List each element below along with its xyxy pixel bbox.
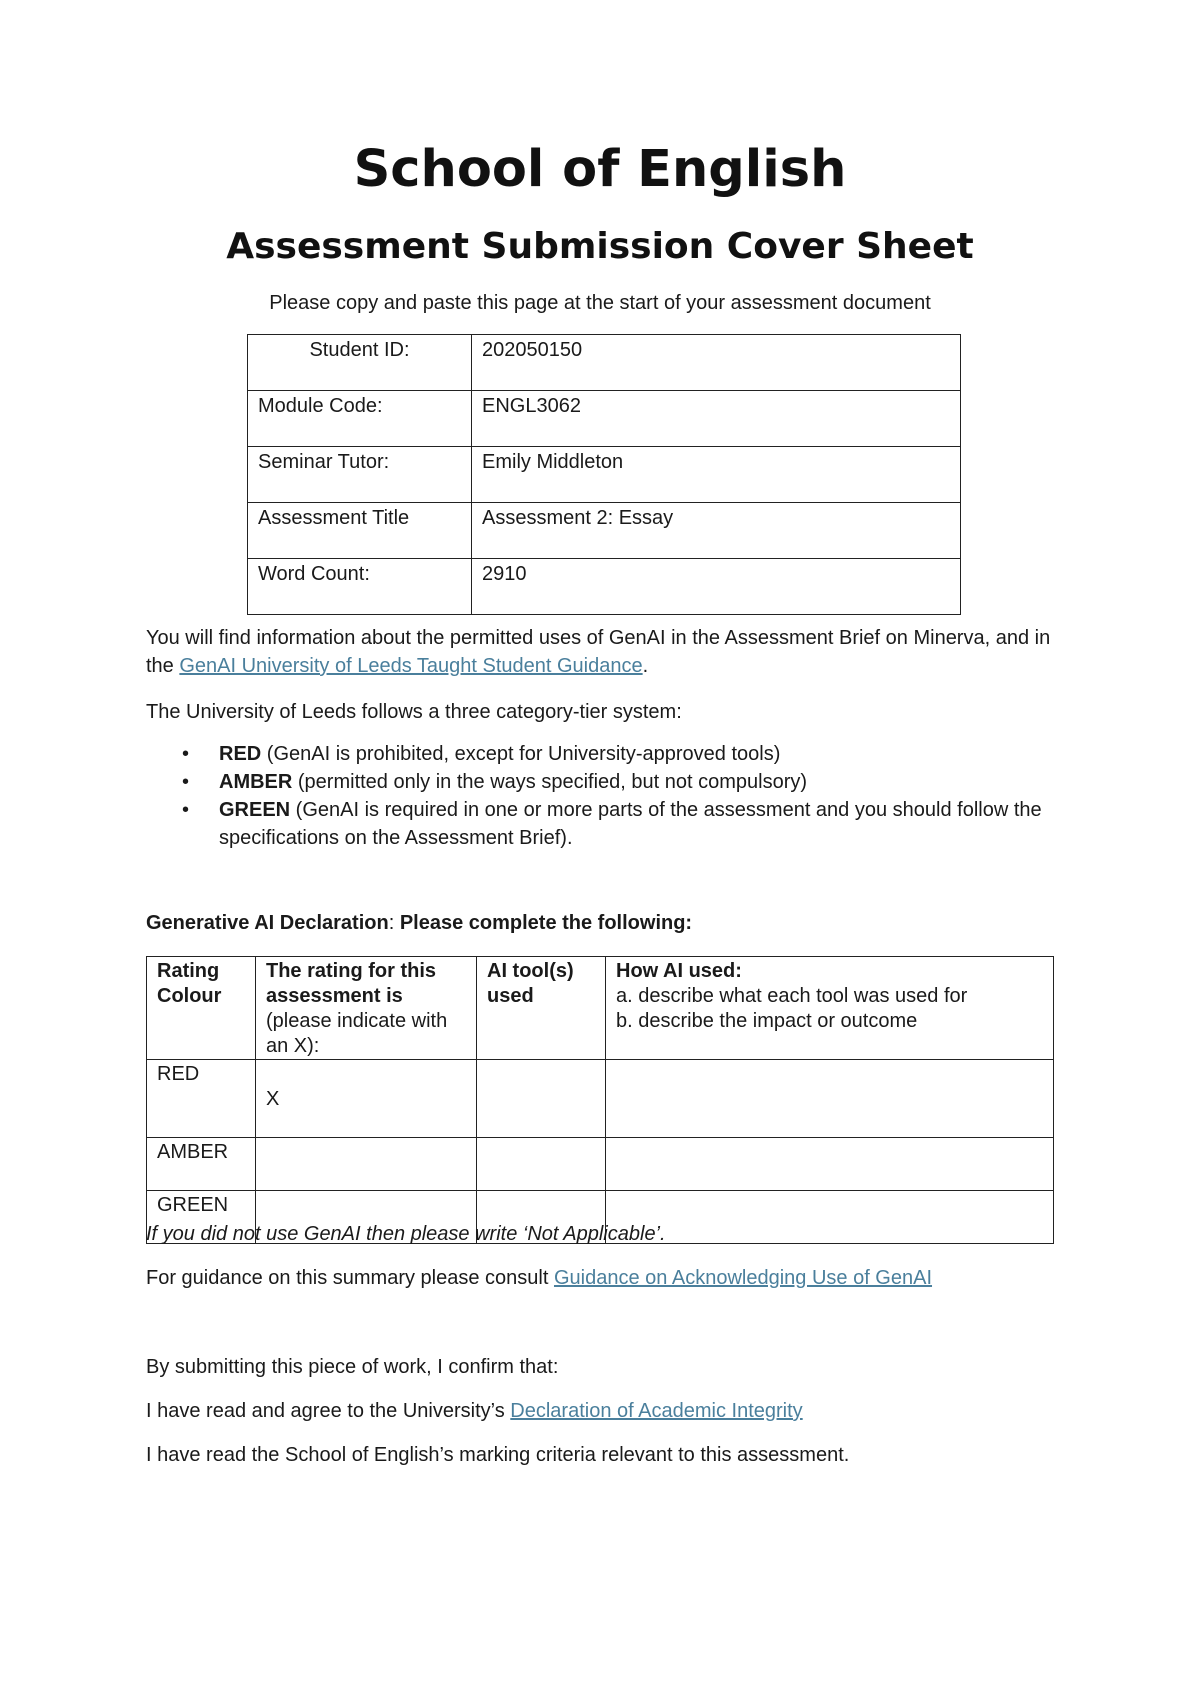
tier-name: RED (219, 743, 262, 765)
not-applicable-note: If you did not use GenAI then please write ‘Not Applicable’. (146, 1223, 666, 1245)
col-rating (256, 957, 477, 1060)
rating-colour-cell: AMBER (147, 1138, 256, 1191)
rating-mark-cell[interactable] (256, 1138, 477, 1191)
student-info-table (247, 334, 961, 615)
word-count-value: 2910 (472, 559, 961, 615)
list-item (146, 796, 1066, 852)
table-row (147, 1060, 1054, 1138)
module-code-label: Module Code: (248, 391, 472, 447)
list-item (146, 768, 1066, 796)
declaration-heading-colon: : (388, 912, 400, 934)
page-subtitle: Assessment Submission Cover Sheet (226, 226, 974, 267)
guidance-paragraph (146, 1264, 1066, 1292)
student-id-value: 202050150 (472, 335, 961, 391)
tier-desc: (GenAI is prohibited, except for University-approved tools) (261, 743, 781, 765)
genai-guidance-link[interactable]: GenAI University of Leeds Taught Student Guidance (179, 655, 643, 677)
tier-desc: (permitted only in the ways specified, but not compulsory) (292, 771, 808, 793)
genai-info-text: You will find information about the permitted uses of GenAI in the Assessment Brief on Minerva, and in the (146, 627, 1051, 677)
page-title: School of English (353, 140, 847, 199)
acknowledging-genai-link[interactable]: Guidance on Acknowledging Use of GenAI (553, 1267, 933, 1289)
table-row (248, 503, 961, 559)
col-rating-colour: Rating Colour (147, 957, 256, 1060)
table-row (248, 447, 961, 503)
academic-integrity-link[interactable]: Declaration of Academic Integrity (510, 1400, 803, 1422)
col-how-sub-b: b. describe the impact or outcome (616, 1010, 918, 1032)
seminar-tutor-value: Emily Middleton (472, 447, 961, 503)
table-header-row (147, 957, 1054, 1060)
declaration-heading-b: Please complete the following: (399, 912, 693, 934)
rating-colour-cell: GREEN (147, 1191, 256, 1244)
table-row (248, 391, 961, 447)
table-row (147, 1138, 1054, 1191)
col-rating-title: The rating for this assessment is (266, 960, 436, 1007)
confirmation-intro: By submitting this piece of work, I confirm that: (146, 1356, 559, 1378)
student-id-label: Student ID: (248, 335, 472, 391)
col-how-title: How AI used: (616, 960, 742, 982)
declaration-heading-a: Generative AI Declaration (146, 912, 389, 934)
bullet-icon: • (182, 771, 190, 793)
ai-tools-cell[interactable] (477, 1060, 606, 1138)
ai-declaration-table (146, 956, 1054, 1244)
bullet-icon: • (182, 743, 190, 765)
rating-colour-cell: RED (147, 1060, 256, 1138)
confirmation-line-2: I have read the School of English’s marking criteria relevant to this assessment. (146, 1444, 850, 1466)
genai-info-paragraph (146, 624, 1066, 680)
seminar-tutor-label: Seminar Tutor: (248, 447, 472, 503)
word-count-label: Word Count: (248, 559, 472, 615)
module-code-value: ENGL3062 (472, 391, 961, 447)
ai-tools-cell[interactable] (477, 1138, 606, 1191)
how-used-cell[interactable] (606, 1138, 1054, 1191)
tier-list (146, 740, 1066, 852)
list-item (146, 740, 1066, 768)
tier-intro-text: The University of Leeds follows a three category-tier system: (146, 701, 682, 723)
declaration-heading (146, 912, 692, 935)
guidance-text: For guidance on this summary please consult (146, 1267, 554, 1289)
how-used-cell[interactable] (606, 1060, 1054, 1138)
genai-info-end: . (642, 655, 649, 677)
bullet-icon: • (182, 799, 190, 821)
col-ai-tools: AI tool(s) used (477, 957, 606, 1060)
table-row (248, 335, 961, 391)
col-rating-sub: (please indicate with an X): (266, 1010, 448, 1057)
confirmation-line-1 (146, 1397, 1066, 1425)
col-how-ai-used (606, 957, 1054, 1060)
instruction-text: Please copy and paste this page at the start of your assessment document (269, 292, 931, 314)
col-how-sub-a: a. describe what each tool was used for (616, 985, 968, 1007)
assessment-title-value: Assessment 2: Essay (472, 503, 961, 559)
confirmation-line-1-text: I have read and agree to the University’s (146, 1400, 511, 1422)
tier-name: GREEN (219, 799, 291, 821)
table-row (248, 559, 961, 615)
tier-desc: (GenAI is required in one or more parts of the assessment and you should follow the specifications on the Assessment Brief). (219, 799, 1042, 849)
tier-name: AMBER (219, 771, 293, 793)
rating-mark-cell[interactable]: X (256, 1060, 477, 1138)
assessment-title-label: Assessment Title (248, 503, 472, 559)
